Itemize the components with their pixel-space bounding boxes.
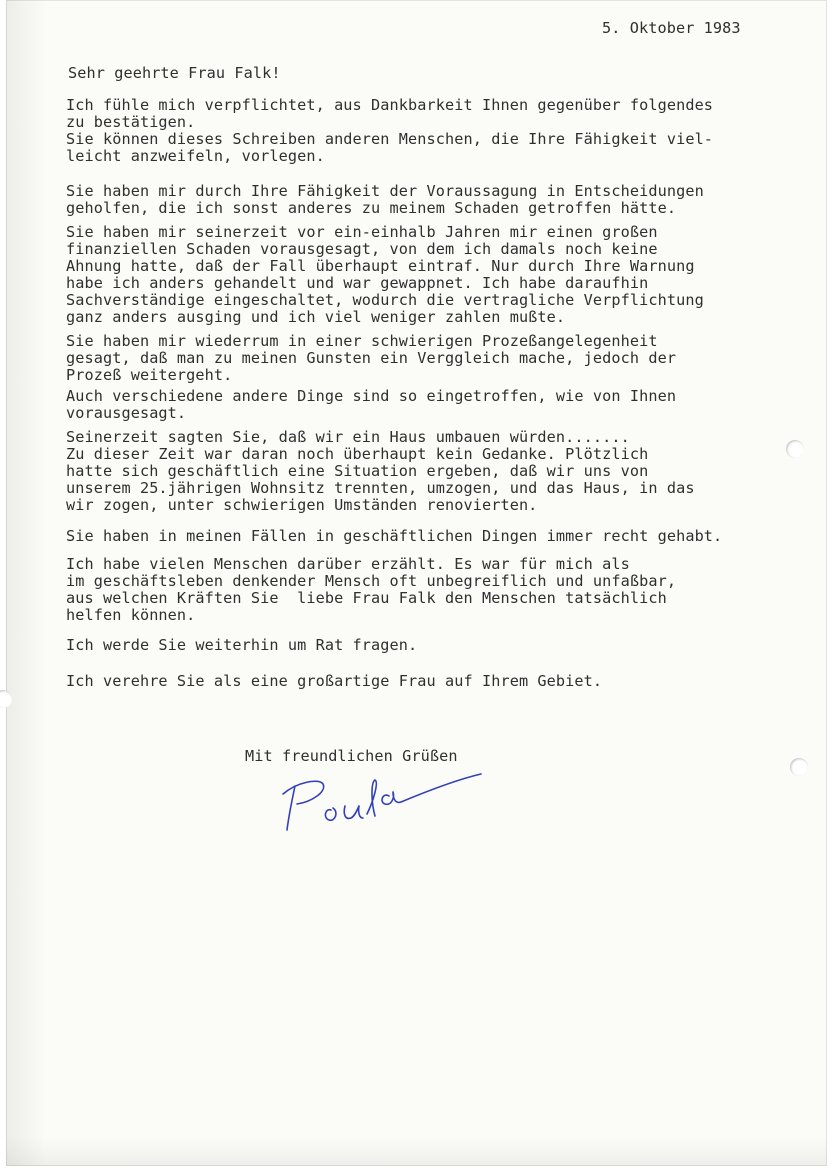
paragraph-line: Sie haben mir wiederrum in einer schwierigen Prozeßangelegenheit — [66, 332, 658, 350]
paper-shading — [6, 0, 46, 1166]
paragraph-line: Ich fühle mich verpflichtet, aus Dankbarkeit Ihnen gegenüber folgendes — [66, 96, 714, 114]
paper-bottom-shading — [6, 1136, 827, 1166]
paragraph-line: habe ich anders gehandelt und war gewappnet. Ich habe daraufhin — [66, 274, 649, 292]
letter-paragraph-7 — [66, 528, 796, 545]
paragraph-line: Sie haben mir durch Ihre Fähigkeit der Voraussagung in Entscheidungen — [66, 182, 704, 200]
paragraph-line: unserem 25.jährigen Wohnsitz trennten, umzogen, und das Haus, in das — [66, 479, 695, 497]
paragraph-line: finanziellen Schaden vorausgesagt, von dem ich damals noch keine — [66, 240, 658, 258]
paragraph-line: Sie können dieses Schreiben anderen Menschen, die Ihre Fähigkeit viel- — [66, 130, 714, 148]
paragraph-line: im geschäftsleben denkender Mensch oft unbegreiflich und unfaßbar, — [66, 572, 677, 590]
paragraph-line: Ich habe vielen Menschen darüber erzählt. Es war für mich als — [66, 555, 630, 573]
punch-hole-right-bottom — [790, 758, 808, 776]
paragraph-line: Sie haben in meinen Fällen in geschäftlichen Dingen immer recht gehabt. — [66, 527, 723, 545]
paragraph-line: ganz anders ausging und ich viel weniger zahlen mußte. — [66, 308, 566, 326]
letter-paragraph-1 — [66, 97, 796, 165]
paragraph-line: Ahnung hatte, daß der Fall überhaupt eintraf. Nur durch Ihre Warnung — [66, 257, 695, 275]
letter-paragraph-5 — [66, 388, 796, 422]
letter-paragraph-10 — [66, 673, 796, 690]
paragraph-line: Seinerzeit sagten Sie, daß wir ein Haus umbauen würden....... — [66, 428, 630, 446]
paragraph-line: Sie haben mir seinerzeit vor ein-einhalb Jahren mir einen großen — [66, 223, 658, 241]
paragraph-line: geholfen, die ich sonst anderes zu meinem Schaden getroffen hätte. — [66, 199, 677, 217]
paragraph-line: zu bestätigen. — [66, 113, 196, 131]
letter-date: 5. Oktober 1983 — [602, 19, 741, 37]
letter-salutation: Sehr geehrte Frau Falk! — [68, 64, 281, 82]
paragraph-line: Zu dieser Zeit war daran noch überhaupt kein Gedanke. Plötzlich — [66, 445, 649, 463]
letter-closing: Mit freundlichen Grüßen — [245, 747, 458, 765]
letter-paragraph-2 — [66, 183, 796, 217]
paragraph-line: leicht anzweifeln, vorlegen. — [66, 147, 325, 165]
paragraph-line: Prozeß weitergeht. — [66, 366, 233, 384]
paragraph-line: wir zogen, unter schwierigen Umständen renovierten. — [66, 496, 538, 514]
paragraph-line: helfen können. — [66, 606, 196, 624]
letter-paragraph-3 — [66, 224, 796, 326]
paragraph-line: Sachverständige eingeschaltet, wodurch die vertragliche Verpflichtung — [66, 291, 704, 309]
letter-paragraph-9 — [66, 637, 796, 654]
handwritten-signature — [275, 762, 490, 837]
paragraph-line: hatte sich geschäftlich eine Situation ergeben, daß wir uns von — [66, 462, 649, 480]
paragraph-line: Auch verschiedene andere Dinge sind so eingetroffen, wie von Ihnen — [66, 387, 677, 405]
paragraph-line: gesagt, daß man zu meinen Gunsten ein Verggleich mache, jedoch der — [66, 349, 677, 367]
paragraph-line: aus welchen Kräften Sie liebe Frau Falk den Menschen tatsächlich — [66, 589, 667, 607]
paragraph-line: Ich verehre Sie als eine großartige Frau auf Ihrem Gebiet. — [66, 672, 603, 690]
letter-paragraph-8 — [66, 556, 796, 624]
paragraph-line: vorausgesagt. — [66, 404, 187, 422]
letter-paragraph-6 — [66, 429, 796, 514]
paragraph-line: Ich werde Sie weiterhin um Rat fragen. — [66, 636, 418, 654]
letter-paragraph-4 — [66, 333, 796, 384]
